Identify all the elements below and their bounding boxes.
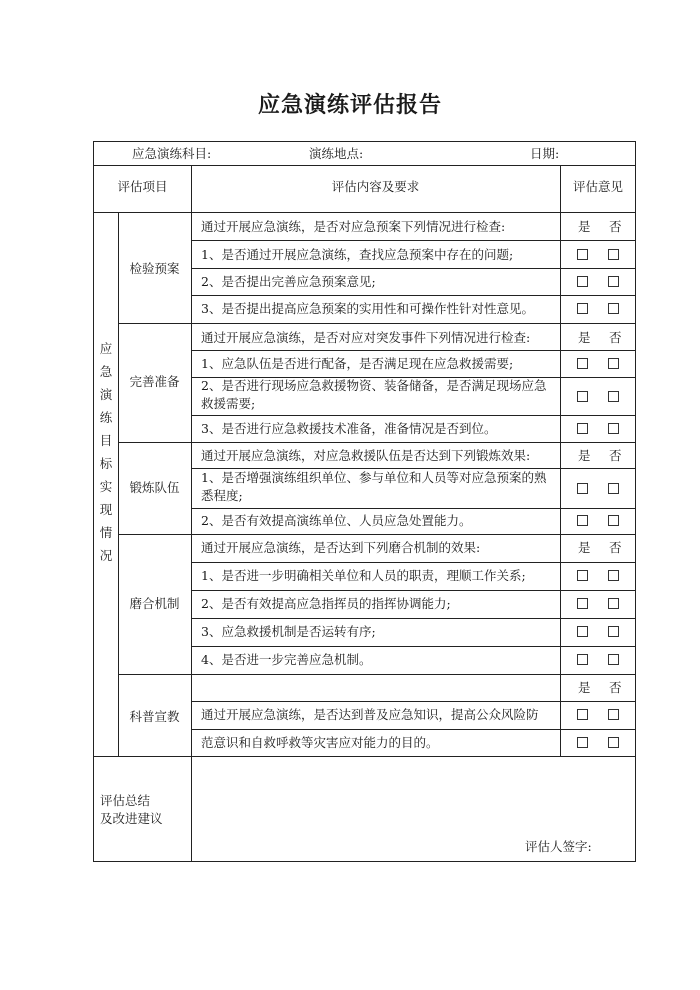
section-name: 锻炼队伍 (129, 480, 180, 495)
checkbox-pair[interactable] (561, 622, 637, 642)
list-item: 2、是否提出完善应急预案意见; (201, 274, 376, 289)
list-item: 1、是否通过开展应急演练，查找应急预案中存在的问题; (201, 247, 514, 262)
checkbox-pair[interactable] (561, 272, 637, 292)
list-item: 3、应急救援机制是否运转有序; (201, 624, 376, 639)
side-label: 应急演练目标实现情况 (99, 341, 113, 563)
header-content: 评估内容及要求 (331, 179, 420, 194)
subject-label: 应急演练科目: (132, 146, 212, 161)
checkbox-pair[interactable] (561, 733, 637, 753)
list-item: 1、是否增强演练组织单位、参与单位和人员等对应急预案的熟悉程度; (201, 470, 547, 503)
header-item: 评估项目 (117, 179, 168, 194)
checkbox-pair[interactable] (561, 387, 637, 407)
list-item: 1、是否进一步明确相关单位和人员的职责，理顺工作关系; (201, 568, 526, 583)
checkbox-pair[interactable] (561, 299, 637, 319)
list-item: 3、是否提出提高应急预案的实用性和可操作性针对性意见。 (201, 301, 534, 316)
checkbox-pair[interactable] (561, 479, 637, 499)
date-label: 日期: (530, 146, 560, 161)
signature-label: 评估人签字: (525, 839, 592, 854)
section-intro: 通过开展应急演练，是否对应急预案下列情况进行检查: (201, 219, 506, 234)
checkbox-pair[interactable] (561, 511, 637, 531)
section-intro: 通过开展应急演练，对应急救援队伍是否达到下列锻炼效果: (201, 448, 531, 463)
checkbox-pair[interactable] (561, 245, 637, 265)
list-item: 2、是否有效提高应急指挥员的指挥协调能力; (201, 596, 451, 611)
checkbox-pair[interactable] (561, 594, 637, 614)
list-item: 2、是否进行现场应急救援物资、装备储备，是否满足现场应急救援需要; (201, 378, 547, 411)
section-name: 检验预案 (129, 261, 180, 276)
section-name: 完善准备 (129, 374, 180, 389)
checkbox-pair[interactable] (561, 566, 637, 586)
checkbox-pair[interactable] (561, 650, 637, 670)
section-name: 科普宣教 (129, 709, 180, 724)
list-item: 2、是否有效提高演练单位、人员应急处置能力。 (201, 513, 472, 528)
list-item: 3、是否进行应急救援技术准备，准备情况是否到位。 (201, 421, 497, 436)
section-intro: 通过开展应急演练，是否对应对突发事件下列情况进行检查: (201, 330, 531, 345)
checkbox-pair[interactable] (561, 419, 637, 439)
list-item: 1、应急队伍是否进行配备，是否满足现在应急救援需要; (201, 356, 514, 371)
location-label: 演练地点: (309, 146, 364, 161)
section-name: 磨合机制 (129, 596, 180, 611)
summary-label-line2: 及改进建议 (100, 811, 163, 826)
section-intro: 通过开展应急演练，是否达到下列磨合机制的效果: (201, 540, 481, 555)
header-opinion: 评估意见 (572, 179, 623, 194)
list-item: 范意识和自救呼救等灾害应对能力的目的。 (201, 735, 439, 750)
checkbox-pair[interactable] (561, 705, 637, 725)
evaluation-form-table: 应急演练科目: 演练地点: 日期: 评估项目 评估内容及要求 评估意见 应急演练目标实现情况 检验预案 通过开展应急演练，是否对应急预案下列情况进行检查: 是 否 1、是否通过开展应急演练，查找应急预案中存在的问题; 2、是否提出完善应急预案意见; 3、是否提出提高应急预案的实用性和可操作性针对性意见。 完善准备 通过开展应急演练，是否对应对突发事件下列情况进行检查: 是 否 1、应急队伍是否进行配备，是否满足现在应急救援需要; 2、是否进行现场应急救援物资、装备储备，是否满足现场应急救援需要; 3、是否进行应急救援技术准备，准备情况是否到位。 锻炼队伍 通过开展应急演练，对应急救援队伍是否达到下列锻炼效果: 是 否 1、是否增强演练组织单位、参与单位和人员等对应急预案的熟悉程度; 2、是否有效提高演练单位、人员应急处置能力。 磨合机制 通过开展应急演练，是否达到下列磨合机制的效果: 是 否 1、是否进一步明确相关单位和人员的职责，理顺工作关系; 2、是否有效提高应急指挥员的指挥协调能力; 3、应急救援机制是否运转有序; 4、是否进一步完善应急机制。 科普宣教 是 否 通过开展应急演练，是否达到普及应急知识，提高公众风险防 范意识和自救呼救等灾害应对能力的目的。 评估总结 及改进建议 评估人签字: (93, 141, 636, 862)
page-title: 应急演练评估报告 (257, 93, 442, 118)
summary-label-line1: 评估总结 (100, 793, 151, 808)
list-item: 通过开展应急演练，是否达到普及应急知识，提高公众风险防 (201, 707, 539, 722)
checkbox-pair[interactable] (561, 354, 637, 374)
list-item: 4、是否进一步完善应急机制。 (201, 652, 372, 667)
